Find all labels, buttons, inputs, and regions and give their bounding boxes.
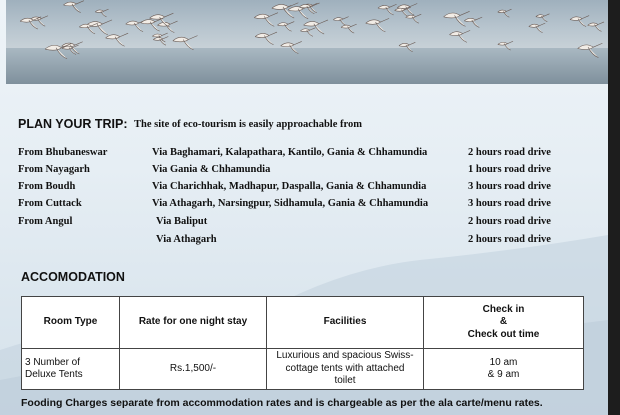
header-facilities: Facilities xyxy=(267,297,424,349)
plan-trip-heading: PLAN YOUR TRIP: xyxy=(18,117,128,131)
plan-trip-subtitle: The site of eco-tourism is easily approachable from xyxy=(134,119,362,130)
route-via: Via Baliput xyxy=(156,216,208,227)
header-ampersand: & xyxy=(499,316,508,328)
room-line: 3 Number of xyxy=(25,356,81,368)
route-row xyxy=(0,164,608,180)
bird-shape xyxy=(86,20,112,35)
bird-shape xyxy=(498,9,512,17)
header-room-type: Room Type xyxy=(22,297,120,349)
bird-shape xyxy=(366,18,389,32)
scrollbar[interactable] xyxy=(608,0,620,415)
table-row xyxy=(22,349,584,390)
cell-room-type xyxy=(22,349,120,390)
bird-shape xyxy=(444,11,470,26)
route-via: Via Athagarh, Narsingpur, Sidhamula, Gania & Chhamundia xyxy=(152,198,429,209)
room-line: Deluxe Tents xyxy=(25,369,83,380)
route-time: 2 hours road drive xyxy=(468,216,551,227)
bird-shape xyxy=(341,24,357,33)
bird-shape xyxy=(536,14,550,22)
bird-shape xyxy=(464,17,482,27)
bird-shape xyxy=(277,22,294,32)
bird-shape xyxy=(158,21,178,33)
bird-shape xyxy=(449,30,470,42)
bird-shape xyxy=(578,43,603,57)
route-row xyxy=(0,234,608,250)
bird-shape xyxy=(95,9,108,17)
flying-birds-illustration xyxy=(6,0,608,84)
bird-shape xyxy=(588,22,604,31)
route-row xyxy=(0,216,608,232)
bird-shape xyxy=(254,13,278,27)
table-header-row xyxy=(22,297,584,349)
route-row xyxy=(0,181,608,197)
route-row xyxy=(0,147,608,163)
bird-shape xyxy=(378,4,397,15)
route-from: From Angul xyxy=(18,216,73,227)
flamingo-banner-image xyxy=(6,0,608,84)
bird-shape xyxy=(395,7,411,16)
route-time: 1 hours road drive xyxy=(468,164,551,175)
bird-shape xyxy=(106,33,129,46)
header-check-times xyxy=(424,297,584,349)
facilities-line: cottage tents with attached xyxy=(285,362,405,374)
route-via: Via Charichhak, Madhapur, Daspalla, Gania & Chhamundia xyxy=(152,181,427,192)
check-in-time: 10 am xyxy=(489,356,518,368)
bird-shape xyxy=(498,41,513,50)
header-rate: Rate for one night stay xyxy=(120,297,267,349)
fooding-note: Fooding Charges separate from accommodation rates and is chargeable as per the ala carte/menu rates. xyxy=(21,397,543,409)
header-check-in: Check in xyxy=(482,303,525,315)
cell-facilities xyxy=(267,349,424,390)
route-from: From Cuttack xyxy=(18,198,82,209)
bird-shape xyxy=(255,32,277,45)
route-from: From Bhubaneswar xyxy=(18,147,108,158)
cell-rate: Rs.1,500/- xyxy=(120,349,267,390)
bird-shape xyxy=(529,23,545,33)
header-check-out: Check out time xyxy=(467,328,540,340)
bird-shape xyxy=(406,14,422,23)
route-row xyxy=(0,198,608,214)
cell-check-times xyxy=(424,349,584,390)
route-via: Via Gania & Chhamundia xyxy=(152,164,271,175)
bird-shape xyxy=(281,41,302,53)
bird-shape xyxy=(300,28,315,37)
bird-shape xyxy=(333,17,348,26)
route-time: 2 hours road drive xyxy=(468,234,551,245)
bird-shape xyxy=(173,36,198,50)
bird-shape xyxy=(153,36,168,45)
route-time: 2 hours road drive xyxy=(468,147,551,158)
accommodation-heading: ACCOMODATION xyxy=(21,270,125,284)
route-from: From Boudh xyxy=(18,181,76,192)
bird-shape xyxy=(63,1,83,13)
route-from: From Nayagarh xyxy=(18,164,90,175)
facilities-line: Luxurious and spacious Swiss- xyxy=(276,350,414,362)
bird-shape xyxy=(570,16,589,27)
bird-shape xyxy=(399,42,415,51)
route-time: 3 hours road drive xyxy=(468,181,551,192)
route-via: Via Athagarh xyxy=(156,234,217,245)
accommodation-table xyxy=(21,296,584,390)
route-time: 3 hours road drive xyxy=(468,198,551,209)
bird-shape xyxy=(304,20,328,34)
route-via: Via Baghamari, Kalapathara, Kantilo, Gania & Chhamundia xyxy=(152,147,428,158)
check-out-time: & 9 am xyxy=(487,369,520,380)
facilities-line: toilet xyxy=(334,375,356,387)
